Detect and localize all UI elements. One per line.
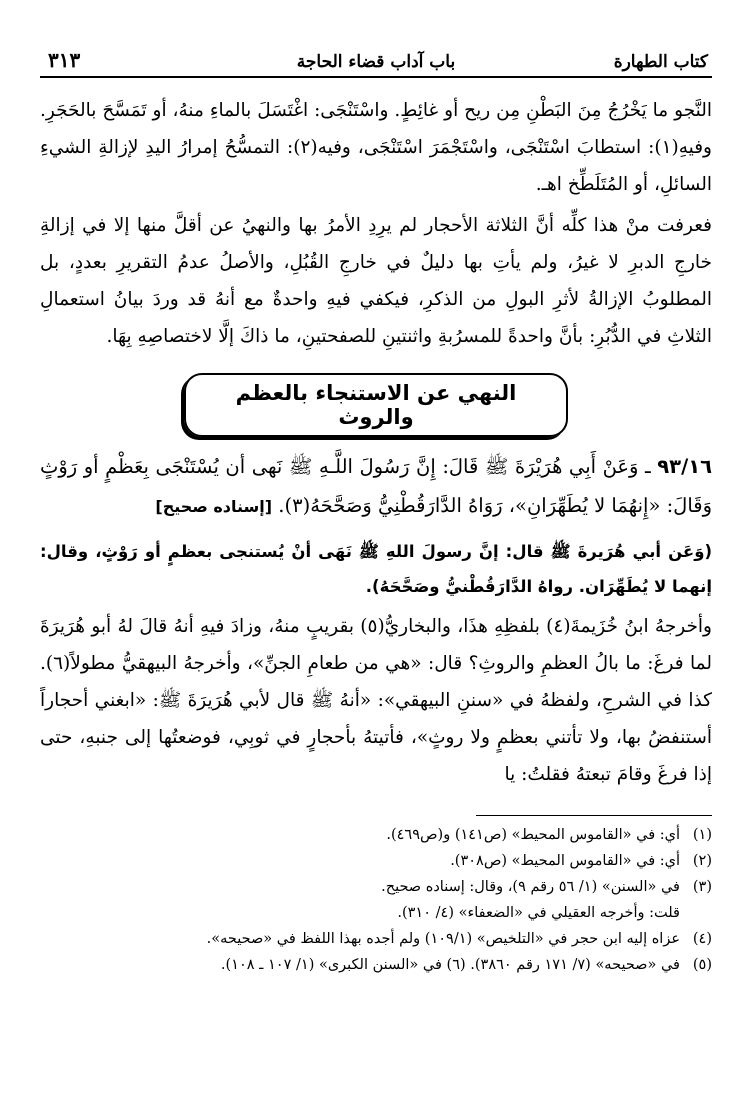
matn-paragraph: (وَعَن أبي هُرَيرةَ ﷺ قال: إنَّ رسولَ اللهِ ﷺ نَهَى أنْ يُستنجى بعظمٍ أو رَوْثٍ، وقال: إنهما لا يُطَهِّرَان. رواهُ الدَّارَقُطْنيُّ وصَحَّحَهُ). xyxy=(40,542,712,596)
section-title: النهي عن الاستنجاء بالعظم والروث xyxy=(184,373,568,437)
paragraph-3: وأخرجهُ ابنُ خُزَيمةَ(٤) بلفظِهِ هذَا، والبخاريُّ(٥) بقريبٍ منهُ، وزادَ فيهِ أنهُ قالَ لهُ أبو هُرَيرَةَ لما فرغَ: ما بالُ العظمِ والروثِ؟ قال: «هي من طعامِ الجنِّ»، وأخرجهُ البيهقيُّ مطولاً(٦). كذا في الشرحِ، ولفظهُ في «سننِ البيهقي»: «أنهُ ﷺ قال لأبي هُرَيرَةَ ﷺ: «ابغني أحجاراً أستنفضُ بها، ولا تأتني بعظمٍ ولا روثٍ»، فأتيتهُ بأحجارٍ في ثوبِي، فوضعتُها إلى جنبهِ، حتى إذا فرغَ وقامَ تبعتهُ فقلتُ: يا xyxy=(40,616,712,785)
footnote-5-6: (٥)في «صحيحه» (٧/ ١٧١ رقم ٣٨٦٠). (٦) في «السنن الكبرى» (١/ ١٠٧ ـ ١٠٨). xyxy=(220,957,712,973)
footnote-divider xyxy=(476,815,712,816)
paragraph-1: النَّجو ما يَخْرُجُ مِنَ البَطْنِ مِن ريح أو غائِطٍ. واسْتَنْجَى: اغْتَسَلَ بالماءِ منهُ، أو تَمَسَّحَ بالحَجَرِ. وفيهِ(١): استطابَ اسْتَنْجَى، واسْتَجْمَرَ اسْتَنْجَى، وفيه(٢): التمسُّحُ إمرارُ اليدِ لإزالةِ الشيءِ السائلِ، أو المُتَلَطِّخ اهـ. xyxy=(40,100,712,195)
page-body xyxy=(40,92,712,978)
hadith-number: ٩٣/١٦ xyxy=(657,455,712,478)
hadith-text: ـ وَعَنْ أَبِي هُرَيْرَةَ ﷺ قَالَ: إِنَّ رَسُولَ اللَّـهِ ﷺ نَهى أن يُسْتَنْجَى بِعَظْمٍ أو رَوْثٍ وَقَالَ: «إِنهُمَا لا يُطَهِّرَانِ»، رَوَاهُ الدَّارَقُطْنِيُّ وَصَحَّحَهُ(٣). xyxy=(40,455,712,517)
footnote-2: (٢)أي: في «القاموس المحيط» (ص٣٠٨). xyxy=(450,853,712,869)
footnote-3: (٣)في «السنن» (١/ ٥٦ رقم ٩)، وقال: إسناده صحيح. xyxy=(381,879,712,895)
chapter-title: باب آداب قضاء الحاجة xyxy=(296,52,456,72)
footnote-1: (١)أي: في «القاموس المحيط» (ص١٤١) و(ص٤٦٩). xyxy=(386,827,712,843)
hadith-grade: [إسناده صحيح] xyxy=(155,497,273,516)
hadith-block xyxy=(40,447,712,526)
book-title: كتاب الطهارة xyxy=(613,52,708,72)
footnote-4: (٤)عزاه إليه ابن حجر في «التلخيص» (١٠٩/١) ولم أجده بهذا اللفظ في «صحيحه». xyxy=(206,931,712,947)
footnotes xyxy=(40,822,712,978)
footnote-3-continued: قلت: وأخرجه العقيلي في «الضعفاء» (٤/ ٣١٠). xyxy=(397,905,680,921)
page-number: ٣١٣ xyxy=(48,48,81,72)
running-header xyxy=(40,40,712,78)
book-page xyxy=(40,40,712,1090)
paragraph-2: فعرفت منْ هذا كلِّه أنَّ الثلاثة الأحجار لم يرِدِ الأمرُ بها والنهيُ عن أقلَّ منها إلا في إزالةِ خارجِ الدبرِ لا غيرُ، ولم يأتِ بها دليلٌ في خارجِ القُبُلِ، والأصلُ عدمُ التقريرِ بعددٍ، بل المطلوبُ الإزالةُ لأثرِ البولِ من الذكرِ، فيكفي فيهِ واحدةٌ مع أنهُ قد وردَ بيانُ استعمالِ الثلاثِ في الدُّبُرِ: بأنَّ واحدةً للمسرُبةِ واثنتينِ للصفحتينِ، ما ذاكَ إلَّا لاختصاصِهِ بِهَا. xyxy=(40,215,712,347)
